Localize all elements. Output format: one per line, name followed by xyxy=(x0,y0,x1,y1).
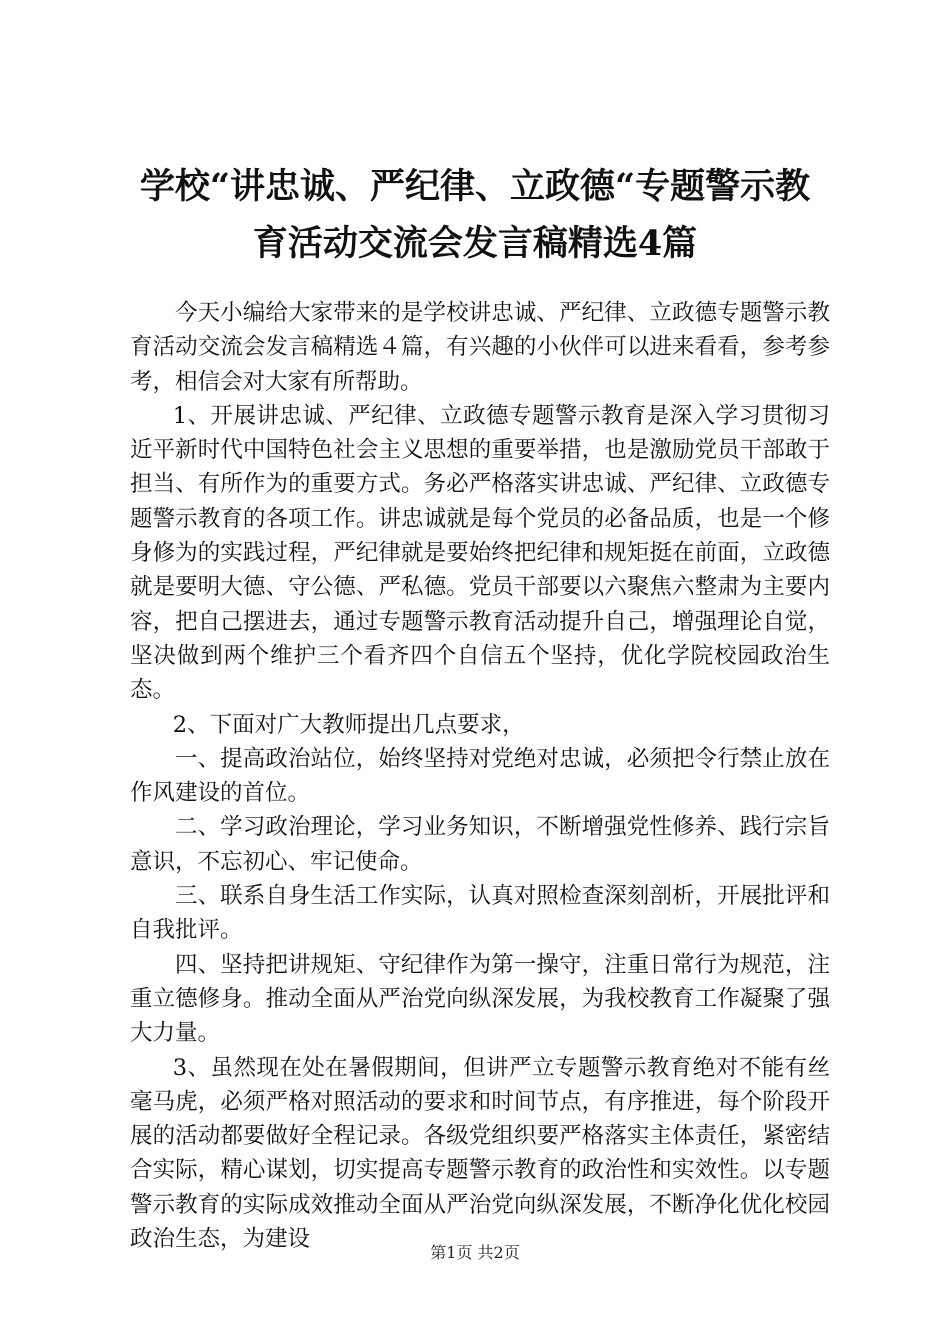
paragraph-1: 1、开展讲忠诚、严纪律、立政德专题警示教育是深入学习贯彻习近平新时代中国特色社会主义思想的重要举措，也是激励党员干部敢于担当、有所作为的重要方式。务必严格落实讲忠诚、严纪律、立政德专题警示教育的各项工作。讲忠诚就是每个党员的必备品质，也是一个修身修为的实践过程，严纪律就是要始终把纪律和规矩挺在前面，立政德就是要明大德、守公德、严私德。党员干部要以六聚焦六整肃为主要内容，把自己摆进去，通过专题警示教育活动提升自己，增强理论自觉，坚决做到两个维护三个看齐四个自信五个坚持，优化学院校园政治生态。 xyxy=(130,402,830,704)
title-line-1: 学校“讲忠诚、严纪律、立政德“专题警示教 xyxy=(139,166,811,207)
paragraph-2: 2、下面对广大教师提出几点要求， xyxy=(172,711,525,738)
paragraph-item-2: 二、学习政治理论，学习业务知识，不断增强党性修养、践行宗旨意识，不忘初心、牢记使命。 xyxy=(130,814,830,875)
page-number-footer: 第1页 共2页 xyxy=(430,1243,520,1262)
paragraph-item-4: 四、坚持把讲规矩、守纪律作为第一操守，注重日常行为规范，注重立德修身。推动全面从严治党向纵深发展，为我校教育工作凝聚了强大力量。 xyxy=(130,951,830,1047)
document-body xyxy=(130,296,830,1256)
paragraph-item-3: 三、联系自身生活工作实际，认真对照检查深刻剖析，开展批评和自我批评。 xyxy=(130,883,830,944)
title-line-2: 育活动交流会发言稿精选4篇 xyxy=(252,223,698,264)
paragraph-3: 3、虽然现在处在暑假期间，但讲严立专题警示教育绝对不能有丝毫马虎，必须严格对照活动的要求和时间节点，有序推进，每个阶段开展的活动都要做好全程记录。各级党组织要严格落实主体责任，紧密结合实际，精心谋划，切实提高专题警示教育的政治性和实效性。以专题警示教育的实际成效推动全面从严治党向纵深发展，不断净化优化校园政治生态，为建设 xyxy=(130,1054,830,1253)
paragraph-item-1: 一、提高政治站位，始终坚持对党绝对忠诚，必须把令行禁止放在作风建设的首位。 xyxy=(130,745,830,807)
document-title xyxy=(100,158,850,272)
paragraph-intro: 今天小编给大家带来的是学校讲忠诚、严纪律、立政德专题警示教育活动交流会发言稿精选４篇，有兴趣的小伙伴可以进来看看，参考参考，相信会对大家有所帮助。 xyxy=(130,300,830,395)
